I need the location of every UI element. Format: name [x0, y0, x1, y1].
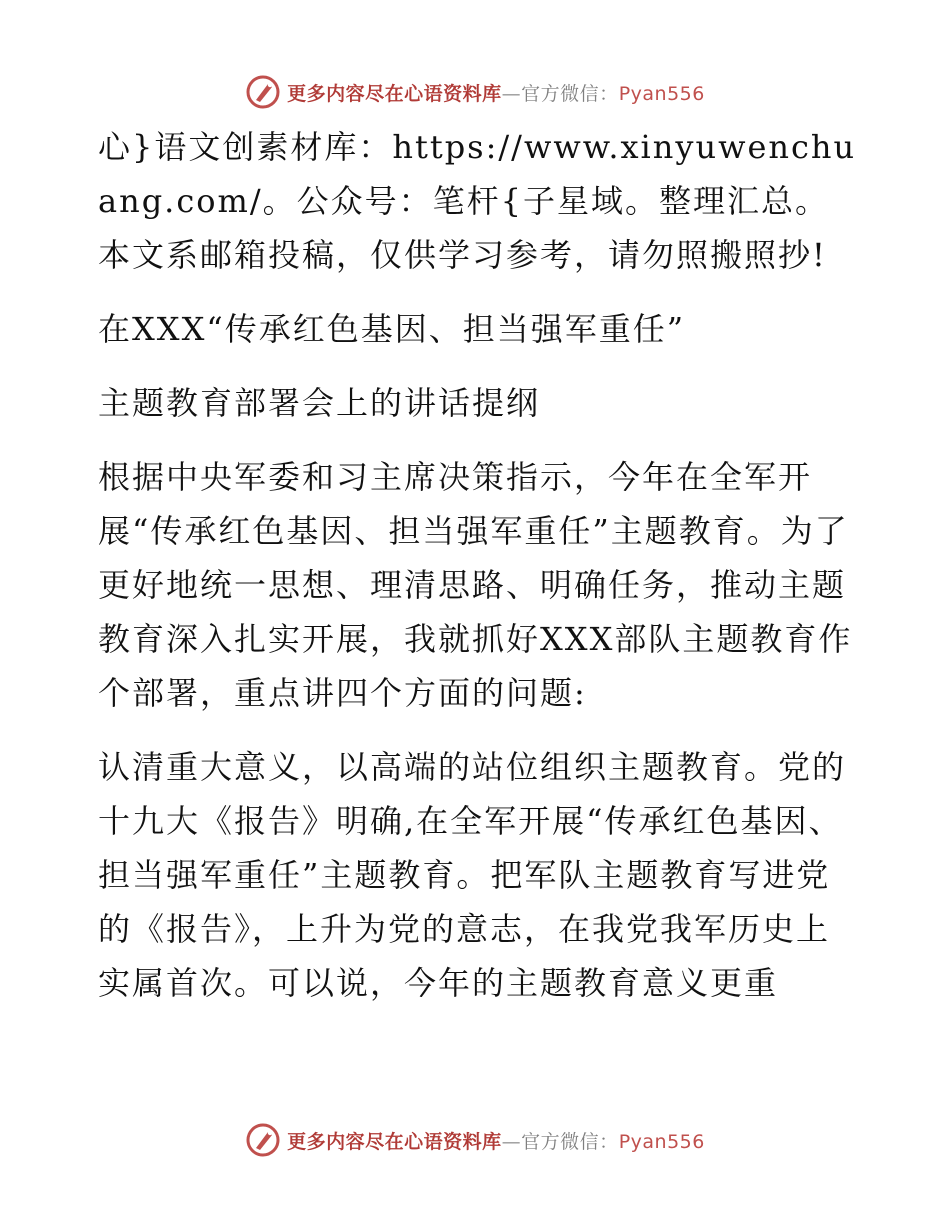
source-note-paragraph: 心}语文创素材库：https://www.xinyuwenchuang.com/。公众号：笔杆{子星域。整理汇总。本文系邮箱投稿，仅供学习参考，请勿照搬照抄!	[98, 128, 857, 274]
intro-paragraph: 根据中央军委和习主席决策指示，今年在全军开展“传承红色基因、担当强军重任”主题教育。为了更好地统一思想、理清思路、明确任务，推动主题教育深入扎实开展，我就抓好XXX部队主题教育作个部署，重点讲四个方面的问题:	[98, 458, 853, 712]
banner-wechat-label: 官方微信：	[521, 82, 619, 105]
banner-wechat-id: Pyan556	[618, 82, 705, 105]
section-one-paragraph: 认清重大意义，以高端的站位组织主题教育。党的十九大《报告》明确,在全军开展“传承红色基因、担当强军重任”主题教育。把军队主题教育写进党的《报告》，上升为党的意志，在我党我军历史上实属首次。可以说，今年的主题教育意义更重	[98, 748, 847, 1002]
banner-wechat-id: Pyan556	[618, 1130, 705, 1153]
banner-dash: —	[501, 1130, 522, 1153]
banner-site-name: 更多内容尽在心语资料库	[287, 82, 502, 105]
banner-wechat-label: 官方微信：	[521, 1130, 619, 1153]
header-banner	[0, 70, 950, 114]
footer-banner	[0, 1118, 950, 1162]
document-title-line-1: 在XXX“传承红色基因、担当强军重任”	[98, 310, 686, 348]
document-title-line-2: 主题教育部署会上的讲话提纲	[98, 384, 541, 422]
banner-site-name: 更多内容尽在心语资料库	[287, 1130, 502, 1153]
pen-logo-icon	[245, 1122, 281, 1158]
pen-logo-icon	[245, 74, 281, 110]
banner-text	[287, 1127, 705, 1154]
banner-dash: —	[501, 82, 522, 105]
document-body	[98, 120, 858, 1010]
banner-text	[287, 79, 705, 106]
